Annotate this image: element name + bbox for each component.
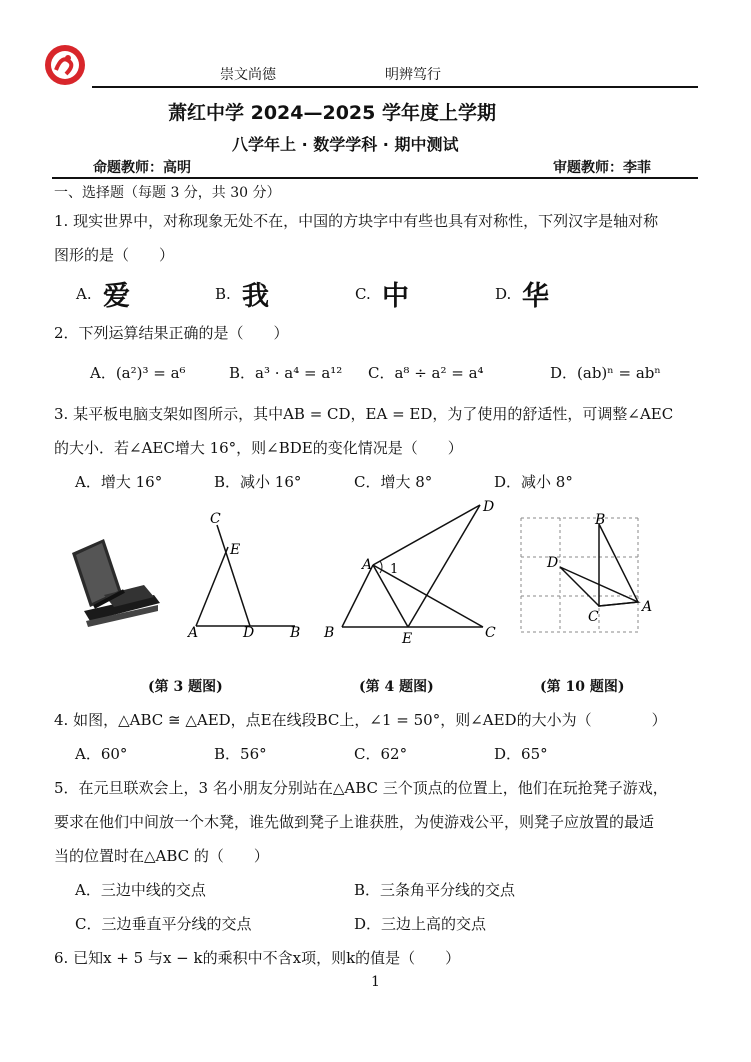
fig3-label-a: A bbox=[188, 625, 199, 641]
fig3-label-e: E bbox=[230, 542, 241, 558]
fig4-label-c: C bbox=[485, 625, 496, 641]
q1-option-c-char: 中 bbox=[382, 281, 409, 312]
title-divider bbox=[52, 177, 698, 179]
q1-option-d-label: D. bbox=[495, 285, 512, 303]
fig4-label-e: E bbox=[402, 631, 413, 647]
q1-stem-line2: 图形的是（ ） bbox=[54, 246, 175, 264]
q2-option-c: C．a⁸ ÷ a² = a⁴ bbox=[368, 364, 484, 382]
q1-option-b-label: B. bbox=[215, 285, 231, 303]
fig10-label-c: C bbox=[588, 609, 599, 625]
fig10-label-b: B bbox=[595, 512, 606, 528]
exam-subtitle: 八学年上 · 数学学科 · 期中测试 bbox=[232, 135, 459, 154]
school-title: 萧红中学 2024—2025 学年度上学期 bbox=[168, 102, 496, 124]
fig10-label-a: A bbox=[642, 599, 653, 615]
q4-stem: 4. 如图，△ABC ≅ △AED，点E在线段BC上，∠1 = 50°，则∠AED的大小为（ ） bbox=[54, 711, 667, 729]
page-number: 1 bbox=[371, 974, 380, 990]
tablet-stand-photo bbox=[64, 533, 164, 633]
fig4-label-angle1: 1 bbox=[390, 562, 399, 577]
q1-stem-line1: 1. 现实世界中，对称现象无处不在，中国的方块字中有些也具有对称性，下列汉字是轴对称 bbox=[54, 212, 659, 230]
q3-stem-line1: 3. 某平板电脑支架如图所示，其中AB = CD，EA = ED，为了使用的舒适性，可调整∠AEC bbox=[54, 405, 674, 423]
caption-fig3: (第 3 题图) bbox=[148, 679, 223, 695]
q2-option-a: A．(a²)³ = a⁶ bbox=[90, 364, 186, 382]
motto-right: 明辨笃行 bbox=[385, 67, 441, 83]
fig10-label-d: D bbox=[547, 555, 559, 571]
figure-3-diagram bbox=[180, 505, 305, 645]
q4-option-a: A．60° bbox=[75, 745, 128, 763]
q1-option-c-label: C. bbox=[355, 285, 371, 303]
q3-option-a: A．增大 16° bbox=[75, 473, 163, 491]
q3-option-c: C．增大 8° bbox=[354, 473, 433, 491]
motto-left: 崇文尚德 bbox=[220, 67, 276, 83]
q5-stem-line2: 要求在他们中间放一个木凳，谁先做到凳子上谁获胜，为使游戏公平，则凳子应放置的最适 bbox=[54, 813, 655, 831]
figure-4-diagram bbox=[318, 493, 503, 648]
author-name: 命题教师：高明 bbox=[93, 160, 191, 176]
q1-option-a-label: A. bbox=[76, 285, 92, 303]
q5-option-c: C．三边垂直平分线的交点 bbox=[75, 915, 252, 933]
q4-option-c: C．62° bbox=[354, 745, 408, 763]
q5-option-b: B．三条角平分线的交点 bbox=[354, 881, 516, 899]
fig3-label-d: D bbox=[243, 625, 255, 641]
q2-stem: 2．下列运算结果正确的是（ ） bbox=[54, 324, 289, 342]
q5-option-a: A．三边中线的交点 bbox=[75, 881, 206, 899]
fig3-label-c: C bbox=[210, 511, 221, 527]
q1-option-d-char: 华 bbox=[522, 281, 549, 312]
figure-10-diagram bbox=[515, 510, 665, 635]
q5-stem-line1: 5．在元旦联欢会上，3 名小朋友分别站在△ABC 三个顶点的位置上，他们在玩抢凳子游戏， bbox=[54, 779, 668, 797]
fig4-label-b: B bbox=[324, 625, 335, 641]
fig4-label-a: A bbox=[362, 557, 373, 573]
q3-option-d: D．减小 8° bbox=[494, 473, 573, 491]
q3-option-b: B．减小 16° bbox=[214, 473, 302, 491]
q4-option-d: D．65° bbox=[494, 745, 548, 763]
fig3-label-b: B bbox=[290, 625, 301, 641]
q5-stem-line3: 当的位置时在△ABC 的（ ） bbox=[54, 847, 269, 865]
fig4-label-d: D bbox=[483, 499, 495, 515]
q1-option-b-char: 我 bbox=[242, 281, 269, 312]
reviewer-name: 审题教师：李菲 bbox=[553, 160, 651, 176]
q2-option-d: D．(ab)ⁿ = abⁿ bbox=[550, 364, 661, 382]
q1-option-a-char: 爱 bbox=[103, 281, 130, 312]
q2-option-b: B．a³ · a⁴ = a¹² bbox=[229, 364, 343, 382]
school-logo bbox=[44, 44, 86, 86]
caption-fig10: (第 10 题图) bbox=[540, 679, 625, 695]
q6-stem: 6. 已知x + 5 与x − k的乘积中不含x项，则k的值是（ ） bbox=[54, 949, 461, 967]
q4-option-b: B．56° bbox=[214, 745, 267, 763]
caption-fig4: (第 4 题图) bbox=[359, 679, 434, 695]
header-divider bbox=[92, 86, 698, 88]
section-title: 一、选择题（每题 3 分，共 30 分） bbox=[54, 185, 281, 201]
q5-option-d: D．三边上高的交点 bbox=[354, 915, 487, 933]
q3-stem-line2: 的大小．若∠AEC增大 16°，则∠BDE的变化情况是（ ） bbox=[54, 439, 463, 457]
